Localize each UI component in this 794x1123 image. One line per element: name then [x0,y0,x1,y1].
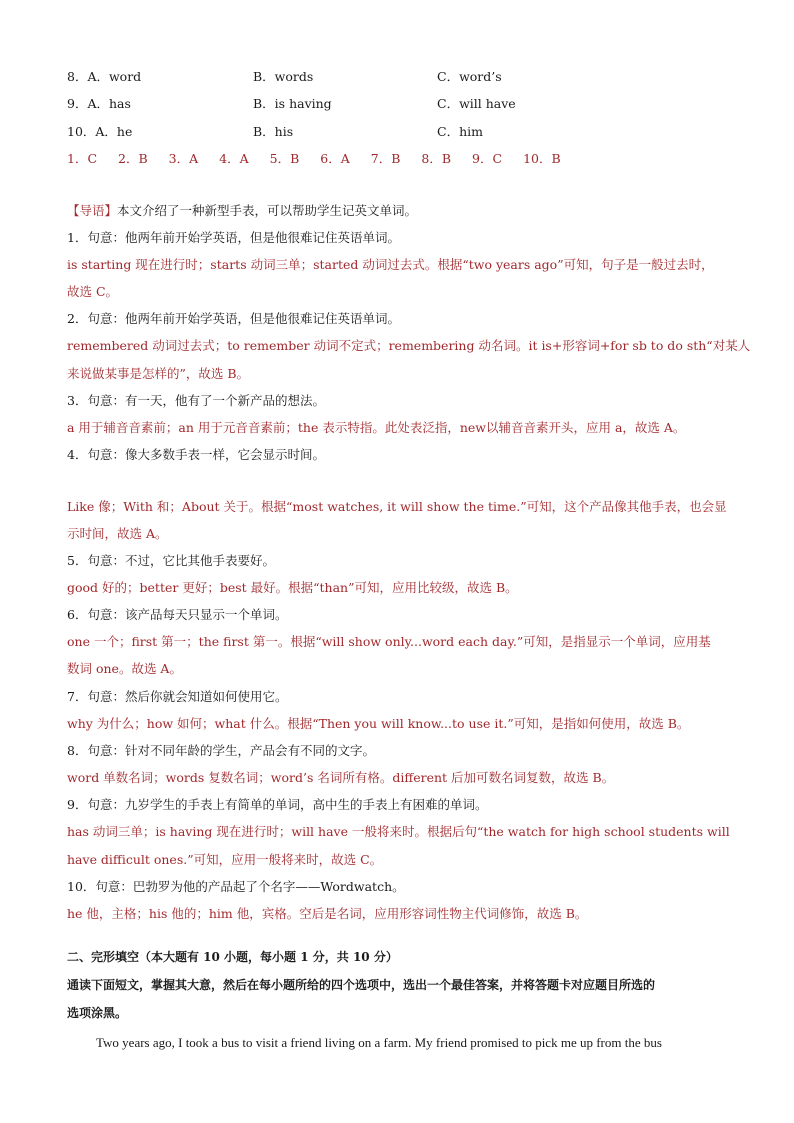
option-b: B．his [253,124,294,139]
explanation-analysis: has 动词三单；is having 现在进行时；will have 一般将来时。根据后句“the watch for high school students will [67,824,730,839]
answer-item: 2．B [118,151,148,166]
explanation-question: 5．句意：不过，它比其他手表要好。 [67,553,275,568]
explanation-question: 8．句意：针对不同年龄的学生，产品会有不同的文字。 [67,743,375,758]
section-instructions: 通读下面短文，掌握其大意，然后在每小题所给的四个选项中，选出一个最佳答案，并将答题卡对应题目所选的 [67,978,656,992]
explanation-analysis: he 他，主格；his 他的；him 他，宾格。空后是名词，应用形容词性物主代词修饰，故选 B。 [67,906,588,921]
explanation-analysis: word 单数名词；words 复数名词；word’s 名词所有格。different 后加可数名词复数，故选 B。 [67,770,615,785]
explanation-question: 4．句意：像大多数手表一样，它会显示时间。 [67,447,325,462]
answer-item: 4．A [219,151,249,166]
option-a: 10．A．he [67,124,133,139]
answer-item: 7．B [370,151,401,166]
explanation-question: 7．句意：然后你就会知道如何使用它。 [67,689,288,704]
section-instructions: 选项涂黑。 [67,1006,128,1020]
option-c: C．will have [437,96,516,111]
option-c: C．him [437,124,483,139]
intro-text: 本文介绍了一种新型手表，可以帮助学生记英文单词。 [117,203,418,218]
answer-item: 6．A [320,151,350,166]
answer-item: 9．C [472,151,503,166]
section-heading: 二、完形填空（本大题有 10 小题，每小题 1 分，共 10 分） [67,950,398,964]
explanation-analysis: 故选 C。 [67,284,119,299]
explanation-analysis: have difficult ones.”可知，应用一般将来时，故选 C。 [67,852,383,867]
answer-item: 5．B [269,151,300,166]
option-a: 8．A．word [67,69,142,84]
explanation-analysis: 数词 one。故选 A。 [67,661,182,676]
answer-key [67,150,582,168]
answer-item: 1．C [67,151,98,166]
explanation-question: 1．句意：他两年前开始学英语，但是他很难记住英语单词。 [67,230,400,245]
explanation-analysis: 来说做某事是怎样的”，故选 B。 [67,366,250,381]
intro-tag: 【导语】 [67,203,118,218]
explanation-question: 9．句意：九岁学生的手表上有简单的单词，高中生的手表上有困难的单词。 [67,797,488,812]
explanation-question: 10．句意：巴勃罗为他的产品起了个名字——Wordwatch。 [67,879,405,894]
answer-item: 8．B [421,151,452,166]
explanation-question: 6．句意：该产品每天只显示一个单词。 [67,607,288,622]
option-b: B．is having [253,96,332,111]
explanation-analysis: is starting 现在进行时；starts 动词三单；started 动词过去式。根据“two years ago”可知，句子是一般过去时， [67,257,714,272]
answer-item: 3．A [168,151,199,166]
explanation-analysis: why 为什么；how 如何；what 什么。根据“Then you will know...to use it.”可知，是指如何使用，故选 B。 [67,716,690,731]
intro-line [67,202,417,220]
passage-text: Two years ago, I took a bus to visit a friend living on a farm. My friend promised to pick me up from the bus [96,1035,662,1050]
option-c: C．word’s [437,69,502,84]
option-a: 9．A．has [67,96,131,111]
explanation-analysis: good 好的；better 更好；best 最好。根据“than”可知，应用比较级，故选 B。 [67,580,518,595]
explanation-question: 2．句意：他两年前开始学英语，但是他很难记住英语单词。 [67,311,400,326]
explanation-analysis: a 用于辅音音素前；an 用于元音音素前；the 表示特指。此处表泛指，new以辅音音素开头，应用 a，故选 A。 [67,420,686,435]
option-b: B．words [253,69,314,84]
explanation-analysis: remembered 动词过去式；to remember 动词不定式；remembering 动名词。it is+形容词+for sb to do sth“对某人 [67,338,751,353]
explanation-analysis: Like 像；With 和；About 关于。根据“most watches, it will show the time.”可知，这个产品像其他手表，也会显 [67,499,727,514]
answer-item: 10．B [523,151,561,166]
explanation-analysis: one 一个；first 第一；the first 第一。根据“will show only...word each day.”可知，是指显示一个单词，应用基 [67,634,711,649]
explanation-analysis: 示时间，故选 A。 [67,526,168,541]
explanation-question: 3．句意：有一天，他有了一个新产品的想法。 [67,393,325,408]
